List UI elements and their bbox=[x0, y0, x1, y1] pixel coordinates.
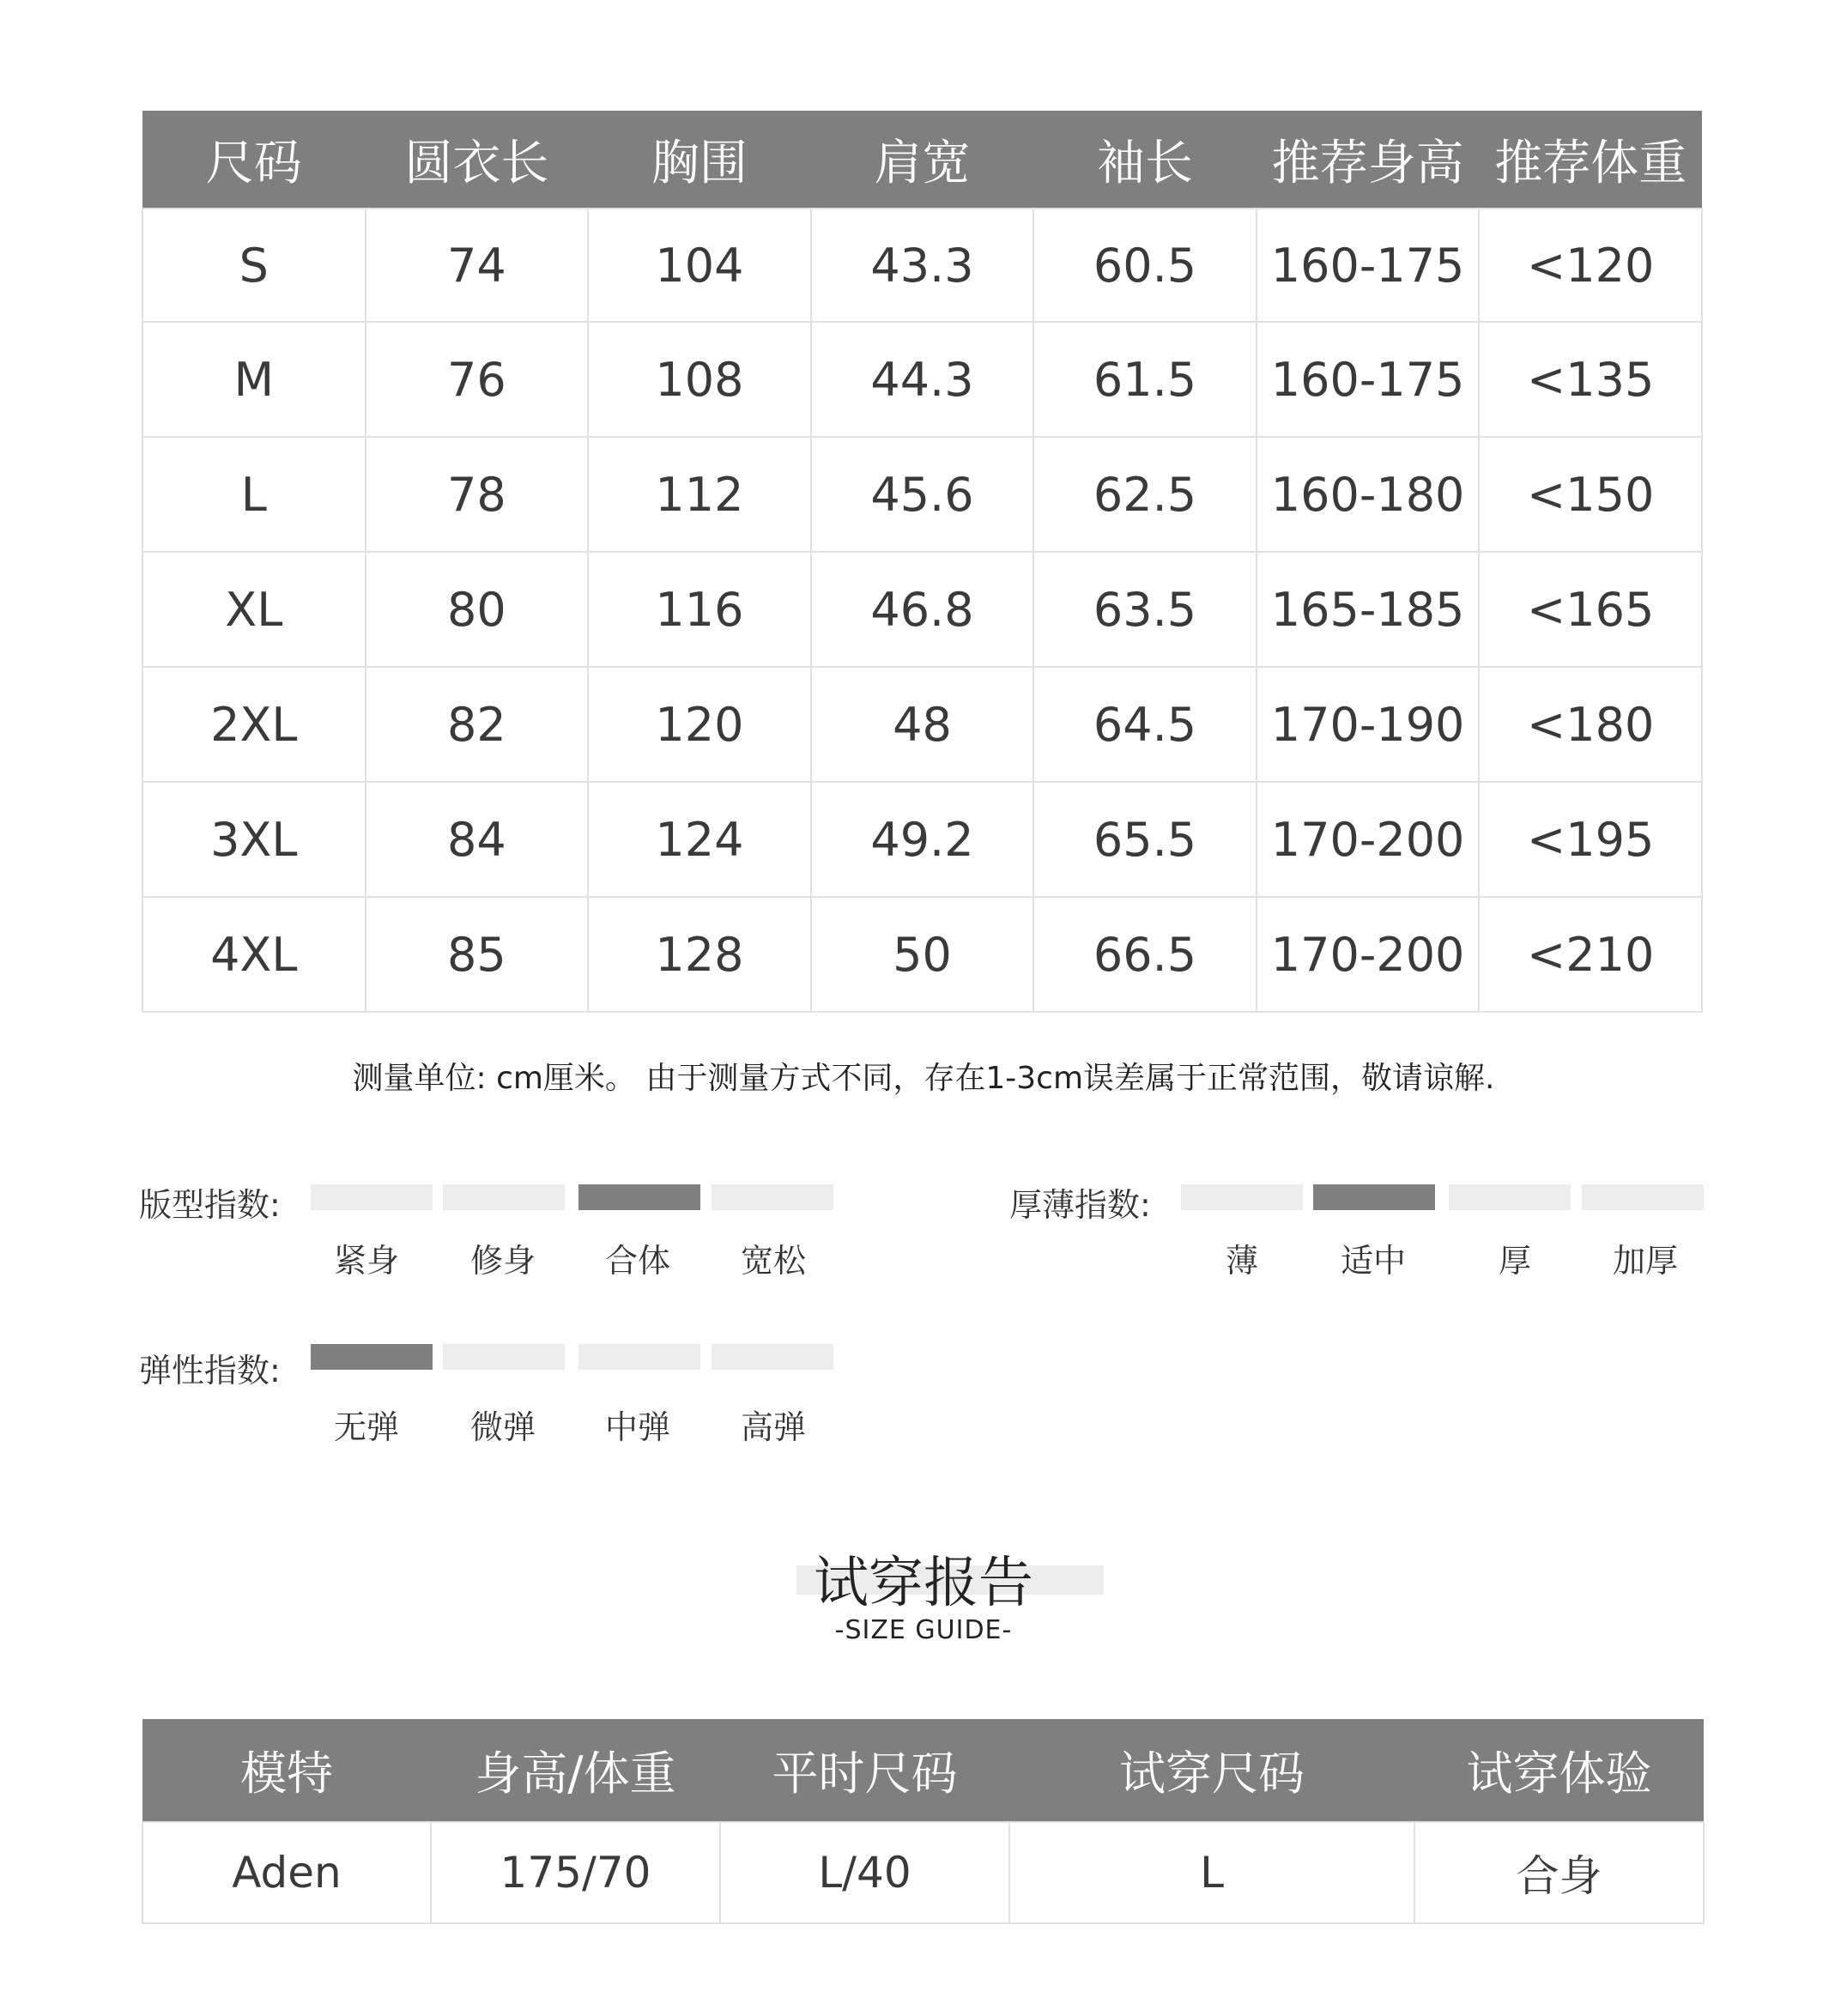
table-cell: 74 bbox=[366, 209, 589, 322]
table-cell: L/40 bbox=[720, 1822, 1009, 1923]
table-cell: 112 bbox=[588, 437, 811, 552]
thickness-bar-0 bbox=[1181, 1184, 1303, 1210]
elasticity-bar-3 bbox=[712, 1344, 833, 1370]
table-cell: 43.3 bbox=[811, 209, 1034, 322]
table-cell: S bbox=[142, 209, 366, 322]
table-cell: <210 bbox=[1479, 897, 1702, 1012]
thickness-bar-1 bbox=[1313, 1184, 1435, 1210]
header-weight: 推荐体重 bbox=[1479, 111, 1702, 209]
table-cell: 45.6 bbox=[811, 437, 1034, 552]
try-on-table bbox=[142, 1719, 1705, 1924]
fit-level-2: 合体 bbox=[604, 1242, 670, 1280]
table-cell: 160-180 bbox=[1257, 437, 1480, 552]
thickness-level-1: 适中 bbox=[1340, 1242, 1406, 1280]
table-row bbox=[142, 552, 1702, 667]
fit-bar-3 bbox=[712, 1184, 833, 1210]
elasticity-bar-2 bbox=[578, 1344, 700, 1370]
table-cell: M bbox=[142, 322, 366, 437]
thickness-level-2: 厚 bbox=[1498, 1242, 1531, 1280]
table-row bbox=[142, 437, 1702, 552]
thickness-bar-2 bbox=[1449, 1184, 1571, 1210]
fit-bar-2 bbox=[578, 1184, 700, 1210]
table-cell: 116 bbox=[588, 552, 811, 667]
fit-level-3: 宽松 bbox=[740, 1242, 806, 1280]
table-row bbox=[142, 322, 1702, 437]
table-cell: L bbox=[142, 437, 366, 552]
table-row bbox=[142, 1822, 1704, 1923]
table-cell: 104 bbox=[588, 209, 811, 322]
table-cell: 合身 bbox=[1414, 1822, 1704, 1923]
table-cell: 62.5 bbox=[1033, 437, 1257, 552]
table-cell: 46.8 bbox=[811, 552, 1034, 667]
table-cell: 170-200 bbox=[1257, 897, 1480, 1012]
table-cell: 175/70 bbox=[431, 1822, 720, 1923]
table-cell: 160-175 bbox=[1257, 209, 1480, 322]
table-cell: 120 bbox=[588, 667, 811, 782]
table-cell: 160-175 bbox=[1257, 322, 1480, 437]
header-length: 圆衣长 bbox=[366, 111, 589, 209]
table-cell: 66.5 bbox=[1033, 897, 1257, 1012]
header-model: 模特 bbox=[142, 1719, 431, 1822]
table-row bbox=[142, 209, 1702, 322]
table-cell: XL bbox=[142, 552, 366, 667]
size-table-header-row bbox=[142, 111, 1702, 209]
header-height: 推荐身高 bbox=[1257, 111, 1480, 209]
header-shoulder: 肩宽 bbox=[811, 111, 1034, 209]
size-table bbox=[142, 111, 1703, 1013]
table-cell: 2XL bbox=[142, 667, 366, 782]
elasticity-index-label: 弹性指数: bbox=[139, 1352, 281, 1389]
table-cell: 49.2 bbox=[811, 782, 1034, 897]
table-cell: L bbox=[1009, 1822, 1414, 1923]
table-cell: 50 bbox=[811, 897, 1034, 1012]
elasticity-level-0: 无弹 bbox=[333, 1408, 399, 1446]
table-cell: 3XL bbox=[142, 782, 366, 897]
table-cell: 78 bbox=[366, 437, 589, 552]
table-cell: 61.5 bbox=[1033, 322, 1257, 437]
measurement-note: 测量单位: cm厘米。 由于测量方式不同，存在1-3cm误差属于正常范围，敬请谅解. bbox=[352, 1061, 1495, 1096]
table-row bbox=[142, 897, 1702, 1012]
elasticity-bar-1 bbox=[443, 1344, 565, 1370]
table-cell: <195 bbox=[1479, 782, 1702, 897]
table-cell: 76 bbox=[366, 322, 589, 437]
report-title: 试穿报告 bbox=[814, 1552, 1033, 1615]
thickness-bar-3 bbox=[1582, 1184, 1704, 1210]
fit-level-1: 修身 bbox=[469, 1242, 536, 1280]
table-cell: 165-185 bbox=[1257, 552, 1480, 667]
table-cell: 128 bbox=[588, 897, 811, 1012]
header-tried-size: 试穿尺码 bbox=[1009, 1719, 1414, 1822]
header-height-weight: 身高/体重 bbox=[431, 1719, 720, 1822]
table-cell: 80 bbox=[366, 552, 589, 667]
table-cell: 84 bbox=[366, 782, 589, 897]
table-cell: 63.5 bbox=[1033, 552, 1257, 667]
table-row bbox=[142, 667, 1702, 782]
elasticity-level-2: 中弹 bbox=[604, 1408, 670, 1446]
table-cell: 170-200 bbox=[1257, 782, 1480, 897]
table-cell: 108 bbox=[588, 322, 811, 437]
table-cell: 85 bbox=[366, 897, 589, 1012]
header-experience: 试穿体验 bbox=[1414, 1719, 1704, 1822]
report-subtitle: -SIZE GUIDE- bbox=[834, 1615, 1013, 1645]
table-cell: Aden bbox=[142, 1822, 431, 1923]
header-size: 尺码 bbox=[142, 111, 366, 209]
header-usual-size: 平时尺码 bbox=[720, 1719, 1009, 1822]
fit-bar-1 bbox=[443, 1184, 565, 1210]
thickness-level-3: 加厚 bbox=[1612, 1242, 1678, 1280]
table-cell: 48 bbox=[811, 667, 1034, 782]
table-cell: <180 bbox=[1479, 667, 1702, 782]
table-cell: 64.5 bbox=[1033, 667, 1257, 782]
fit-level-0: 紧身 bbox=[333, 1242, 399, 1280]
table-cell: 170-190 bbox=[1257, 667, 1480, 782]
table-cell: <165 bbox=[1479, 552, 1702, 667]
table-cell: 44.3 bbox=[811, 322, 1034, 437]
elasticity-level-3: 高弹 bbox=[740, 1408, 806, 1446]
table-row bbox=[142, 782, 1702, 897]
elasticity-level-1: 微弹 bbox=[469, 1408, 536, 1446]
try-on-header-row bbox=[142, 1719, 1704, 1822]
table-cell: 82 bbox=[366, 667, 589, 782]
table-cell: <120 bbox=[1479, 209, 1702, 322]
header-sleeve: 袖长 bbox=[1033, 111, 1257, 209]
table-cell: 60.5 bbox=[1033, 209, 1257, 322]
thickness-index-label: 厚薄指数: bbox=[1009, 1186, 1151, 1224]
thickness-level-0: 薄 bbox=[1225, 1242, 1258, 1280]
header-chest: 胸围 bbox=[588, 111, 811, 209]
table-cell: 124 bbox=[588, 782, 811, 897]
elasticity-bar-0 bbox=[311, 1344, 433, 1370]
table-cell: <135 bbox=[1479, 322, 1702, 437]
table-cell: 4XL bbox=[142, 897, 366, 1012]
table-cell: <150 bbox=[1479, 437, 1702, 552]
table-cell: 65.5 bbox=[1033, 782, 1257, 897]
fit-bar-0 bbox=[311, 1184, 433, 1210]
fit-index-label: 版型指数: bbox=[139, 1186, 281, 1224]
